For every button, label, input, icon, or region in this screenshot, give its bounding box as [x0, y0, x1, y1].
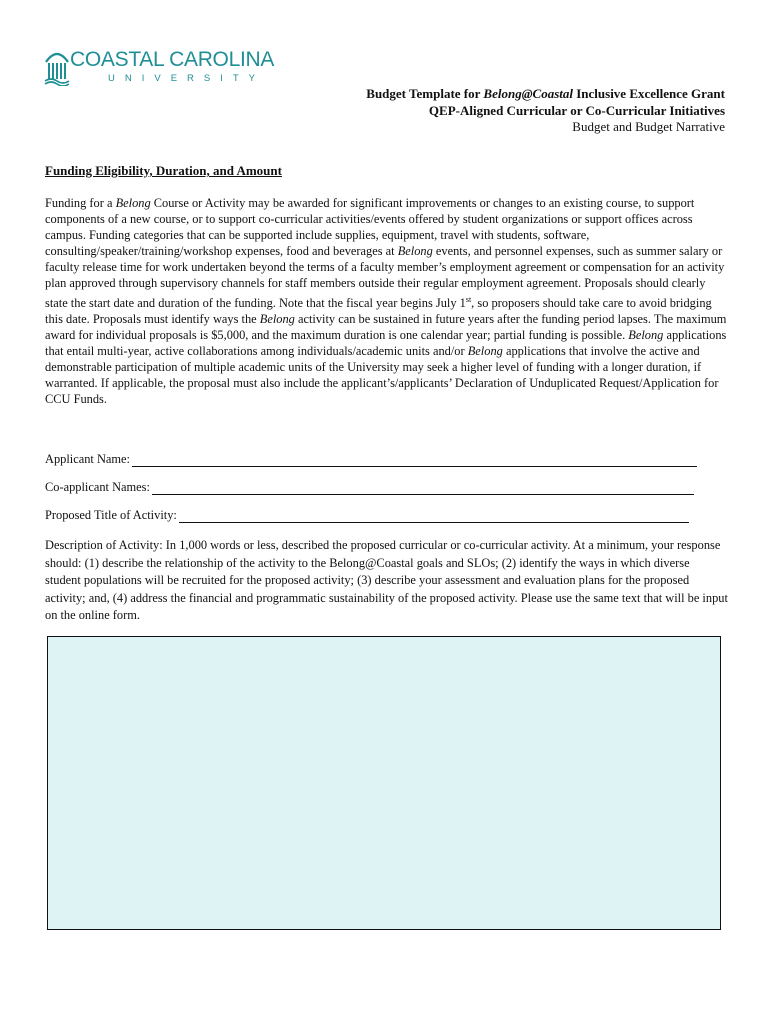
description-text-box[interactable]	[47, 636, 721, 930]
document-header	[366, 86, 725, 136]
activity-title-line[interactable]	[179, 521, 689, 523]
university-logo	[44, 44, 275, 90]
logo-name: COASTAL CAROLINA	[70, 48, 275, 71]
coapplicant-names-label: Co-applicant Names:	[45, 480, 150, 494]
chanticleer-logo-icon	[44, 44, 70, 86]
applicant-name-field[interactable]	[45, 452, 697, 467]
header-caption: Budget and Budget Narrative	[572, 119, 725, 134]
coapplicant-names-field[interactable]	[45, 480, 694, 495]
funding-paragraph: Funding for a Belong Course or Activity may be awarded for significant improvements or changes to an existing course, to support components of a new course, or to support co-curricular activities/events offered by student organizations or support offices across campus. Funding categories that can be supported include supplies, equipment, travel with students, software, consulting/speaker/training/workshop expenses, food and beverages at Belong events, and personnel expenses, such as summer salary or faculty release time for work undertaken beyond the terms of a faculty member’s employment agreement or compensation for an activity plan approved through supervisory channels for staff members outside their regular employment agreement. Proposals should clearly state the start date and duration of the funding. Note that the fiscal year begins July 1st, so proposers should take care to avoid bridging this date. Proposals must identify ways the Belong activity can be sustained in future years after the funding period lapses. The maximum award for individual proposals is $5,000, and the maximum duration is one calendar year; partial funding is possible. Belong applications that entail multi-year, active collaborations among individuals/academic units and/or Belong applications that involve the active and demonstrable participation of multiple academic units of the University may seek a higher level of funding with a longer duration, if warranted. If applicable, the proposal must also include the applicant’s/applicants’ Declaration of Unduplicated Request/Application for CCU Funds.	[45, 196, 727, 407]
activity-title-label: Proposed Title of Activity:	[45, 508, 177, 522]
section-title: Funding Eligibility, Duration, and Amount	[45, 163, 282, 178]
coapplicant-names-line[interactable]	[152, 493, 694, 495]
applicant-name-label: Applicant Name:	[45, 452, 130, 466]
header-title: Budget Template for Belong@Coastal Inclusive Excellence Grant	[366, 86, 725, 101]
logo-subtitle: UNIVERSITY	[108, 73, 266, 84]
header-subtitle: QEP-Aligned Curricular or Co-Curricular Initiatives	[428, 102, 725, 118]
applicant-name-line[interactable]	[132, 465, 697, 467]
activity-description-instructions: Description of Activity: In 1,000 words or less, described the proposed curricular or co-curricular activity. At a minimum, your response should: (1) describe the relationship of the activity to the Belong@Coastal goals and SLOs; (2) identify the ways in which diverse student populations will be recruited for the proposed activity; (3) describe your assessment and evaluation plans for the proposed activity; and, (4) address the financial and programmatic sustainability of the proposed activity. Please use the same text that will be input on the online form.	[45, 538, 728, 622]
activity-title-field[interactable]	[45, 508, 689, 523]
